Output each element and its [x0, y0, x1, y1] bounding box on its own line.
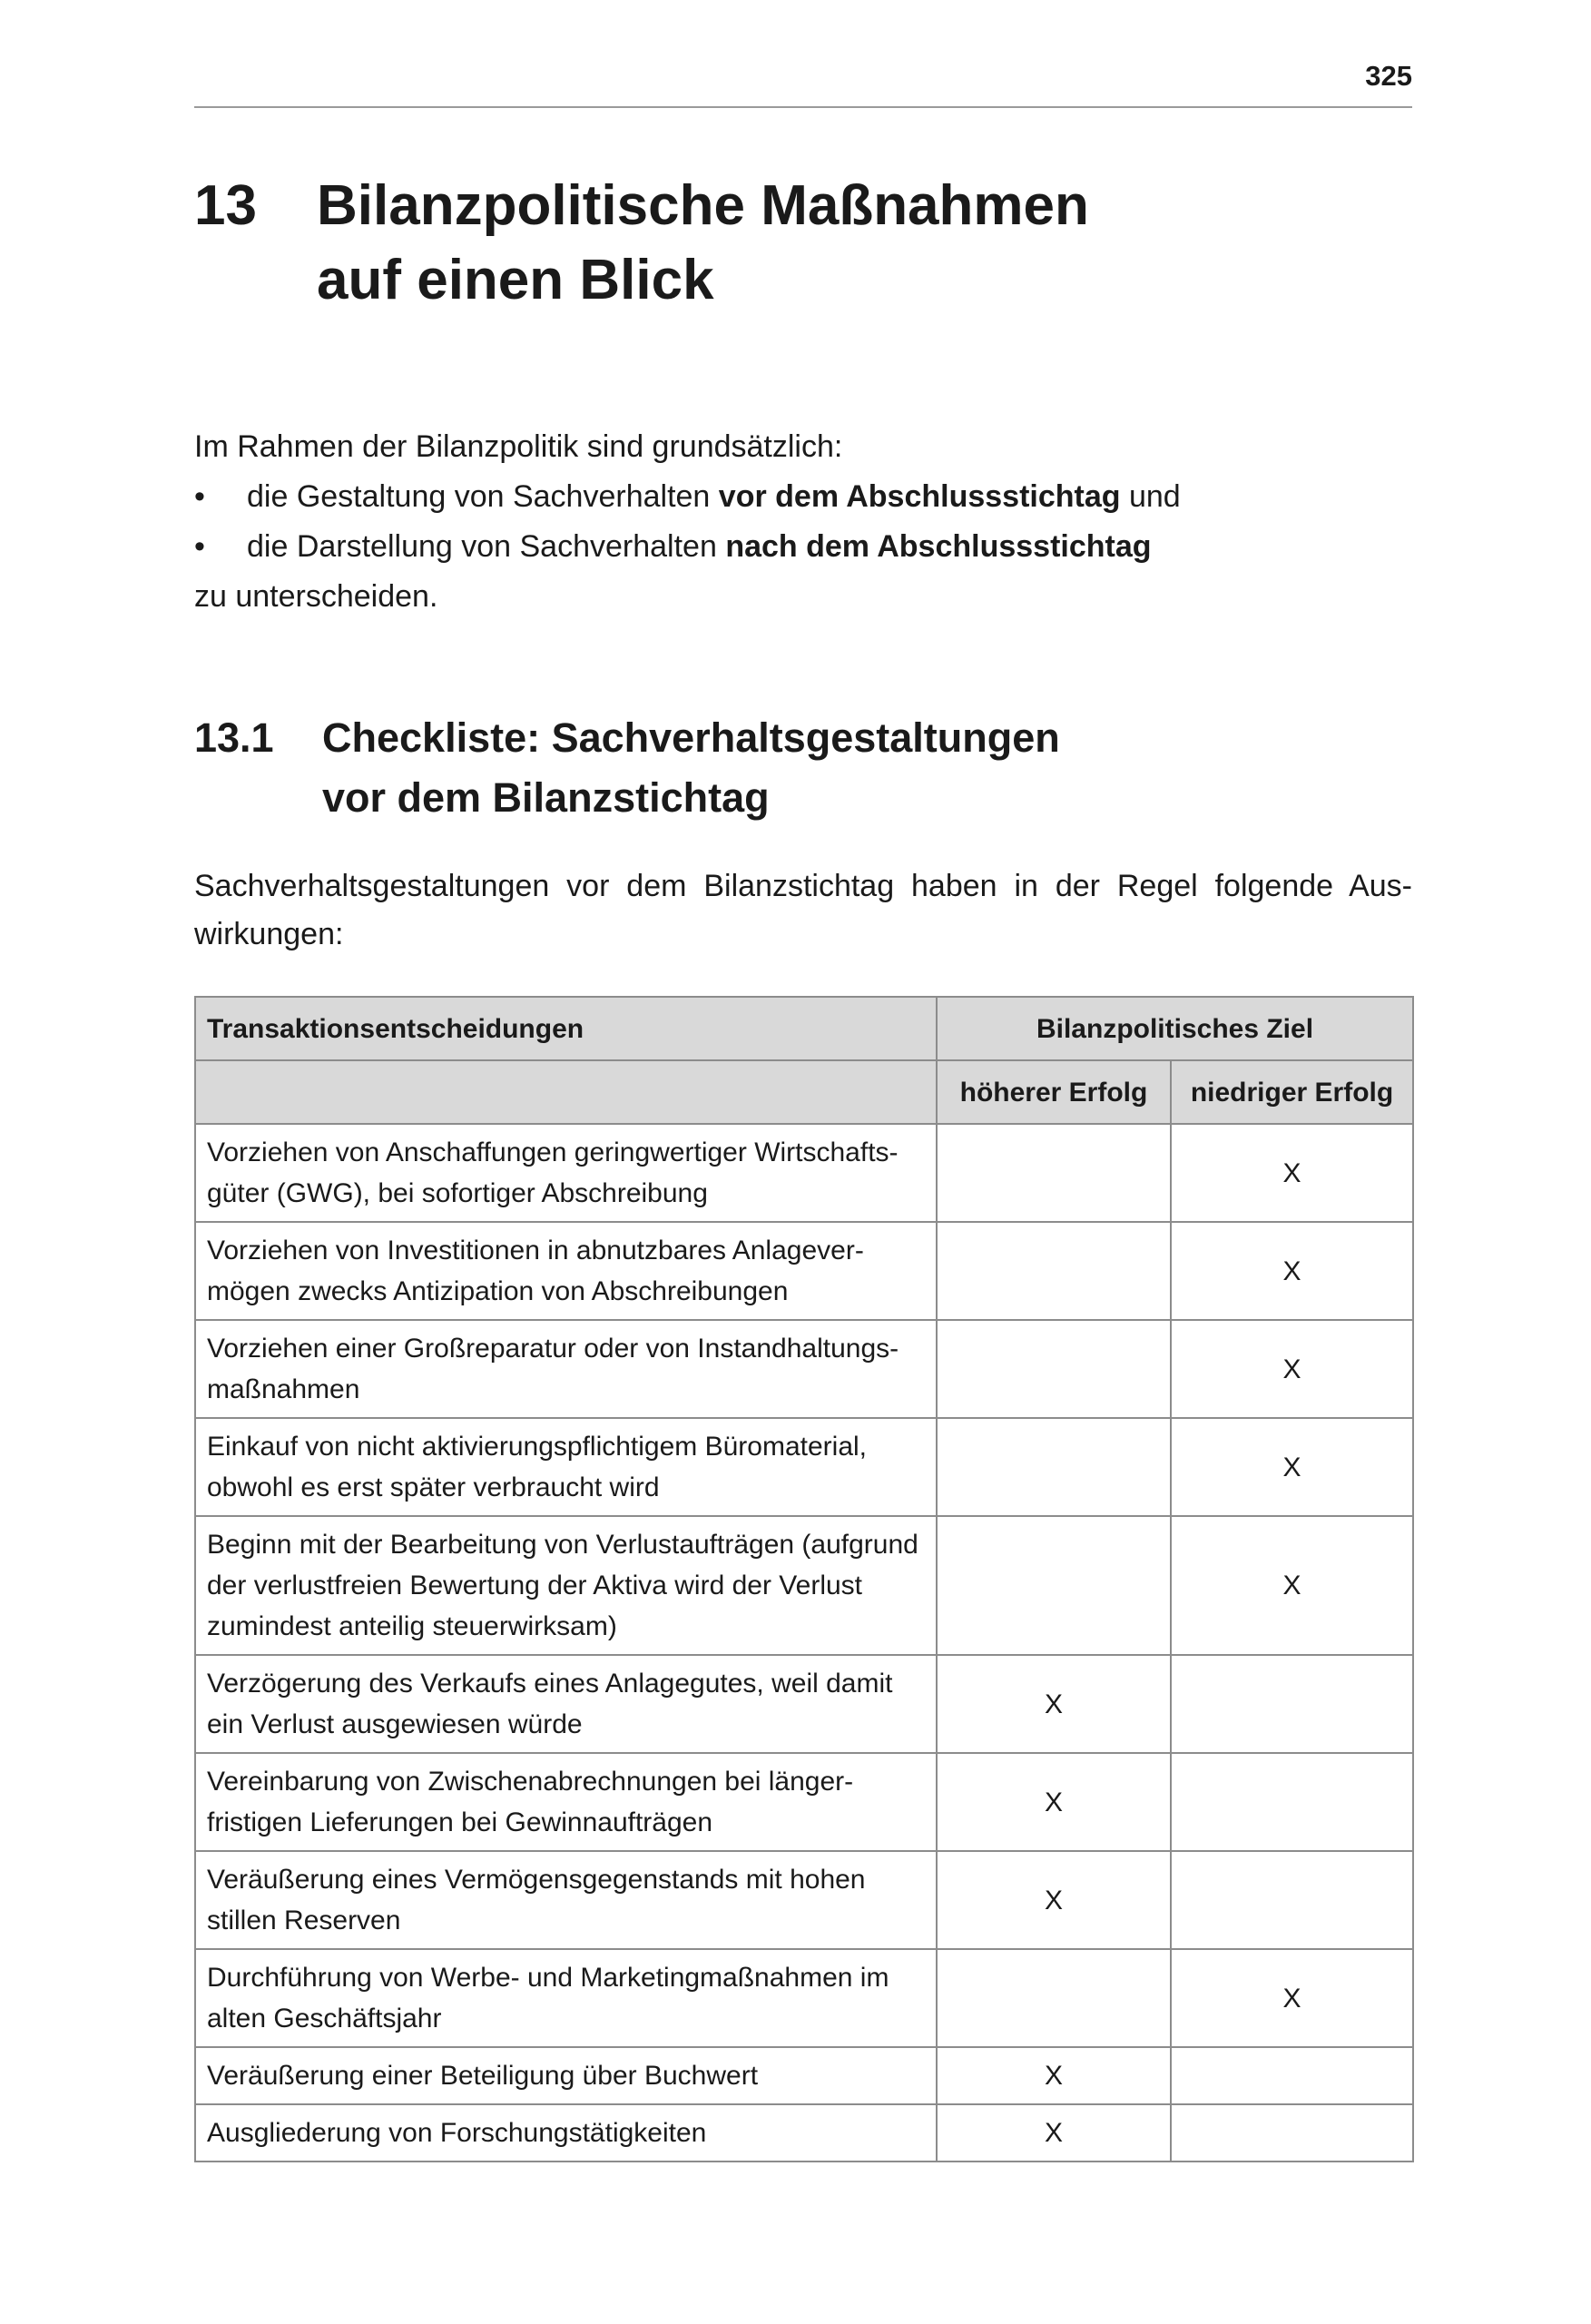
chapter-title — [317, 169, 1089, 318]
chapter-title-line-1: Bilanzpolitische Maßnahmen — [317, 174, 1089, 237]
lower-profit-cell — [1171, 1851, 1413, 1949]
higher-profit-cell — [937, 1516, 1171, 1655]
higher-profit-cell — [937, 1124, 1171, 1222]
bullet-icon: • — [194, 479, 205, 514]
lower-profit-cell — [1171, 2047, 1413, 2104]
chapter-title-line-2: auf einen Blick — [317, 249, 714, 311]
table-row — [195, 1655, 1413, 1753]
section-heading — [194, 708, 1412, 828]
transaction-cell: Durchführung von Werbe- und Marketingmaßnahmen im alten Geschäftsjahr — [195, 1949, 937, 2047]
transaction-cell: Veräußerung eines Vermögensgegenstands mit hohen stillen Reserven — [195, 1851, 937, 1949]
bullet-text — [247, 522, 1152, 572]
table-row — [195, 1418, 1413, 1516]
higher-profit-cell: X — [937, 1655, 1171, 1753]
column-header-transactions: Transaktionsentscheidungen — [195, 997, 937, 1060]
intro-bullet-list — [194, 472, 1412, 572]
transaction-cell: Vorziehen von Anschaffungen geringwertiger Wirtschafts-güter (GWG), bei sofortiger Abschreibung — [195, 1124, 937, 1222]
intro-bullet-item — [194, 522, 1412, 572]
section-number: 13.1 — [194, 714, 274, 761]
section-title-line-2: vor dem Bilanzstichtag — [322, 774, 770, 821]
transaction-cell: Vereinbarung von Zwischenabrechnungen bei länger-fristigen Lieferungen bei Gewinnaufträgen — [195, 1753, 937, 1851]
higher-profit-cell: X — [937, 2104, 1171, 2162]
lower-profit-cell: X — [1171, 1418, 1413, 1516]
table-body — [195, 1124, 1413, 2162]
checklist-table — [194, 996, 1414, 2162]
column-header-lower-profit: niedriger Erfolg — [1171, 1060, 1413, 1124]
table-row — [195, 2047, 1413, 2104]
chapter-heading — [194, 169, 1412, 318]
intro-lead: Im Rahmen der Bilanzpolitik sind grundsätzlich: — [194, 429, 843, 464]
lower-profit-cell: X — [1171, 1516, 1413, 1655]
lower-profit-cell — [1171, 1753, 1413, 1851]
bullet-text-post: und — [1120, 479, 1181, 514]
transaction-cell: Veräußerung einer Beteiligung über Buchwert — [195, 2047, 937, 2104]
column-header-empty — [195, 1060, 937, 1124]
lower-profit-cell: X — [1171, 1320, 1413, 1418]
lower-profit-cell: X — [1171, 1222, 1413, 1320]
intro-bullet-item — [194, 472, 1412, 522]
table-row — [195, 1516, 1413, 1655]
lower-profit-cell — [1171, 1655, 1413, 1753]
transaction-cell: Beginn mit der Bearbeitung von Verlustaufträgen (aufgrund der verlustfreien Bewertung der Aktiva wird der Verlust zumindest anteilig steuerwirksam) — [195, 1516, 937, 1655]
table-row — [195, 1222, 1413, 1320]
higher-profit-cell — [937, 1418, 1171, 1516]
column-header-higher-profit: höherer Erfolg — [937, 1060, 1171, 1124]
transaction-cell: Verzögerung des Verkaufs eines Anlagegutes, weil damit ein Verlust ausgewiesen würde — [195, 1655, 937, 1753]
bullet-text-pre: die Darstellung von Sachverhalten — [247, 529, 726, 564]
bullet-icon: • — [194, 529, 205, 564]
chapter-number: 13 — [194, 174, 257, 237]
table-row — [195, 1851, 1413, 1949]
transaction-cell: Einkauf von nicht aktivierungspflichtigem Büromaterial, obwohl es erst später verbraucht wird — [195, 1418, 937, 1516]
transaction-cell: Vorziehen von Investitionen in abnutzbares Anlagever-mögen zwecks Antizipation von Abschreibungen — [195, 1222, 937, 1320]
intro-tail: zu unterscheiden. — [194, 579, 438, 614]
header-rule — [194, 106, 1412, 108]
transaction-cell: Ausgliederung von Forschungstätigkeiten — [195, 2104, 937, 2162]
table-row — [195, 2104, 1413, 2162]
page-number: 325 — [1365, 60, 1412, 92]
lower-profit-cell: X — [1171, 1124, 1413, 1222]
table-row — [195, 1124, 1413, 1222]
higher-profit-cell: X — [937, 1851, 1171, 1949]
lead-paragraph: Sachverhaltsgestaltungen vor dem Bilanzstichtag haben in der Regel folgende Aus-wirkungen: — [194, 869, 1412, 951]
bullet-text — [247, 472, 1181, 522]
table-row — [195, 1949, 1413, 2047]
bullet-text-bold: vor dem Abschlussstichtag — [718, 479, 1121, 514]
column-header-goal: Bilanzpolitisches Ziel — [937, 997, 1413, 1060]
section-title — [322, 708, 1060, 828]
intro-paragraph — [194, 422, 1412, 622]
lower-profit-cell — [1171, 2104, 1413, 2162]
section-title-line-1: Checkliste: Sachverhaltsgestaltungen — [322, 714, 1060, 761]
bullet-text-pre: die Gestaltung von Sachverhalten — [247, 479, 719, 514]
higher-profit-cell: X — [937, 2047, 1171, 2104]
lower-profit-cell: X — [1171, 1949, 1413, 2047]
higher-profit-cell: X — [937, 1753, 1171, 1851]
table-subheader-row — [195, 1060, 1413, 1124]
table-header-row — [195, 997, 1413, 1060]
table-row — [195, 1753, 1413, 1851]
transaction-cell: Vorziehen einer Großreparatur oder von Instandhaltungs-maßnahmen — [195, 1320, 937, 1418]
higher-profit-cell — [937, 1222, 1171, 1320]
table-row — [195, 1320, 1413, 1418]
bullet-text-bold: nach dem Abschlussstichtag — [725, 529, 1152, 564]
higher-profit-cell — [937, 1320, 1171, 1418]
higher-profit-cell — [937, 1949, 1171, 2047]
